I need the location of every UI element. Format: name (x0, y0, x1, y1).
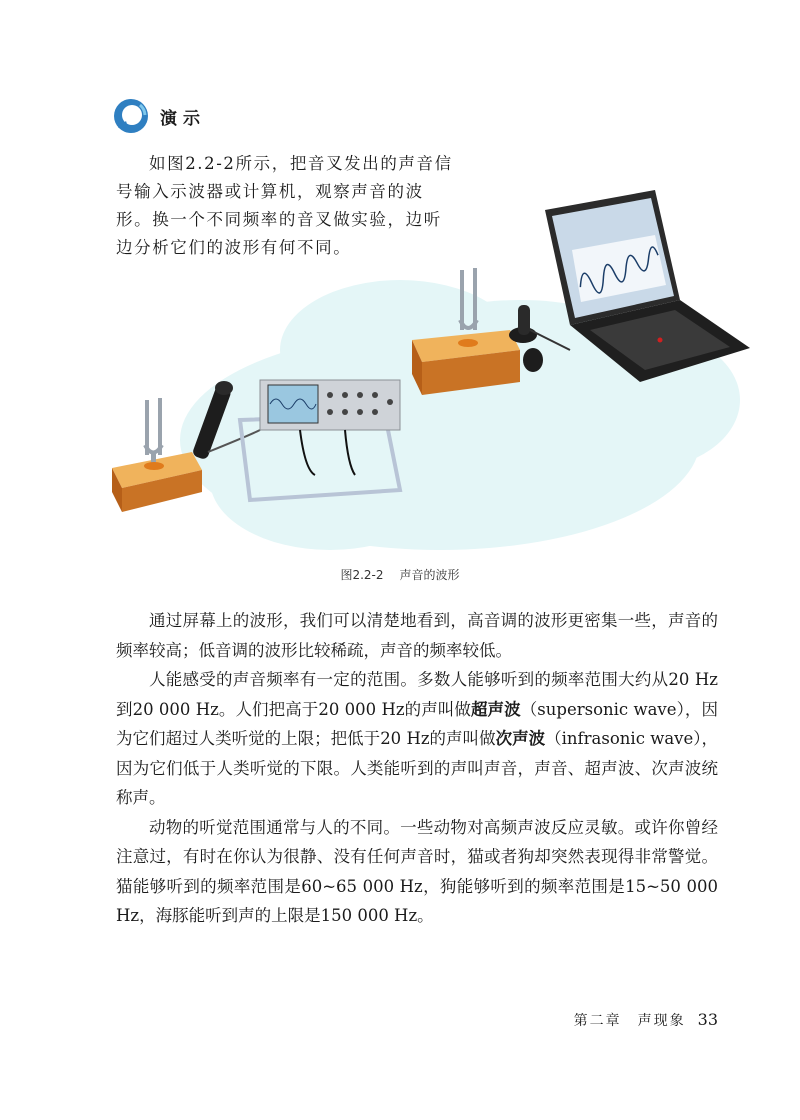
speech-bubble-icon (112, 97, 150, 135)
term-supersonic: 超声波 (470, 699, 521, 719)
paragraph-1: 通过屏幕上的波形，我们可以清楚地看到，高音调的波形更密集一些，声音的频率较高；低音调的波形比较稀疏，声音的频率较低。 (116, 611, 718, 660)
chapter-title: 第二章 声现象 (573, 1013, 686, 1029)
paragraph-2-part-1: 人能感受的声音频率有一定的范围。多数人能够听到的频率范围大约从20 Hz到20 000 Hz。人们把高于20 000 Hz的声叫做 (116, 670, 718, 719)
figure-caption (0, 566, 800, 583)
page-number: 33 (697, 1010, 718, 1029)
demo-header (112, 96, 206, 136)
demo-paragraph: 如图2.2-2所示，把音叉发出的声音信号输入示波器或计算机，观察声音的波形。换一个不同频率的音叉做实验，边听边分析它们的波形有何不同。 (116, 154, 453, 257)
page-footer (574, 1010, 718, 1030)
paragraph-2-part-2: （supersonic wave），因为它们超过人类听觉的上限；把低于20 Hz的声叫做 (116, 699, 719, 748)
figure-title: 声音的波形 (399, 568, 460, 582)
paragraph-2-part-3: （infrasonic wave），因为它们低于人类听觉的下限。人类能听到的声叫声音，声音、超声波、次声波统称声。 (116, 729, 719, 807)
paragraph-2 (116, 665, 718, 813)
paragraph-3: 动物的听觉范围通常与人的不同。一些动物对高频声波反应灵敏。或许你曾经注意过，有时在你认为很静、没有任何声音时，猫或者狗却突然表现得非常警觉。猫能够听到的频率范围是60~65 000 Hz，狗能够听到的频率范围是15~50 000 Hz，海豚能听到声的上限是150 000 Hz。 (116, 817, 718, 925)
body-text (116, 606, 718, 931)
term-infrasonic: 次声波 (495, 729, 546, 748)
demo-instructions (116, 150, 456, 262)
demo-title: 演示 (160, 108, 206, 129)
figure-label: 图2.2-2 (340, 568, 384, 582)
